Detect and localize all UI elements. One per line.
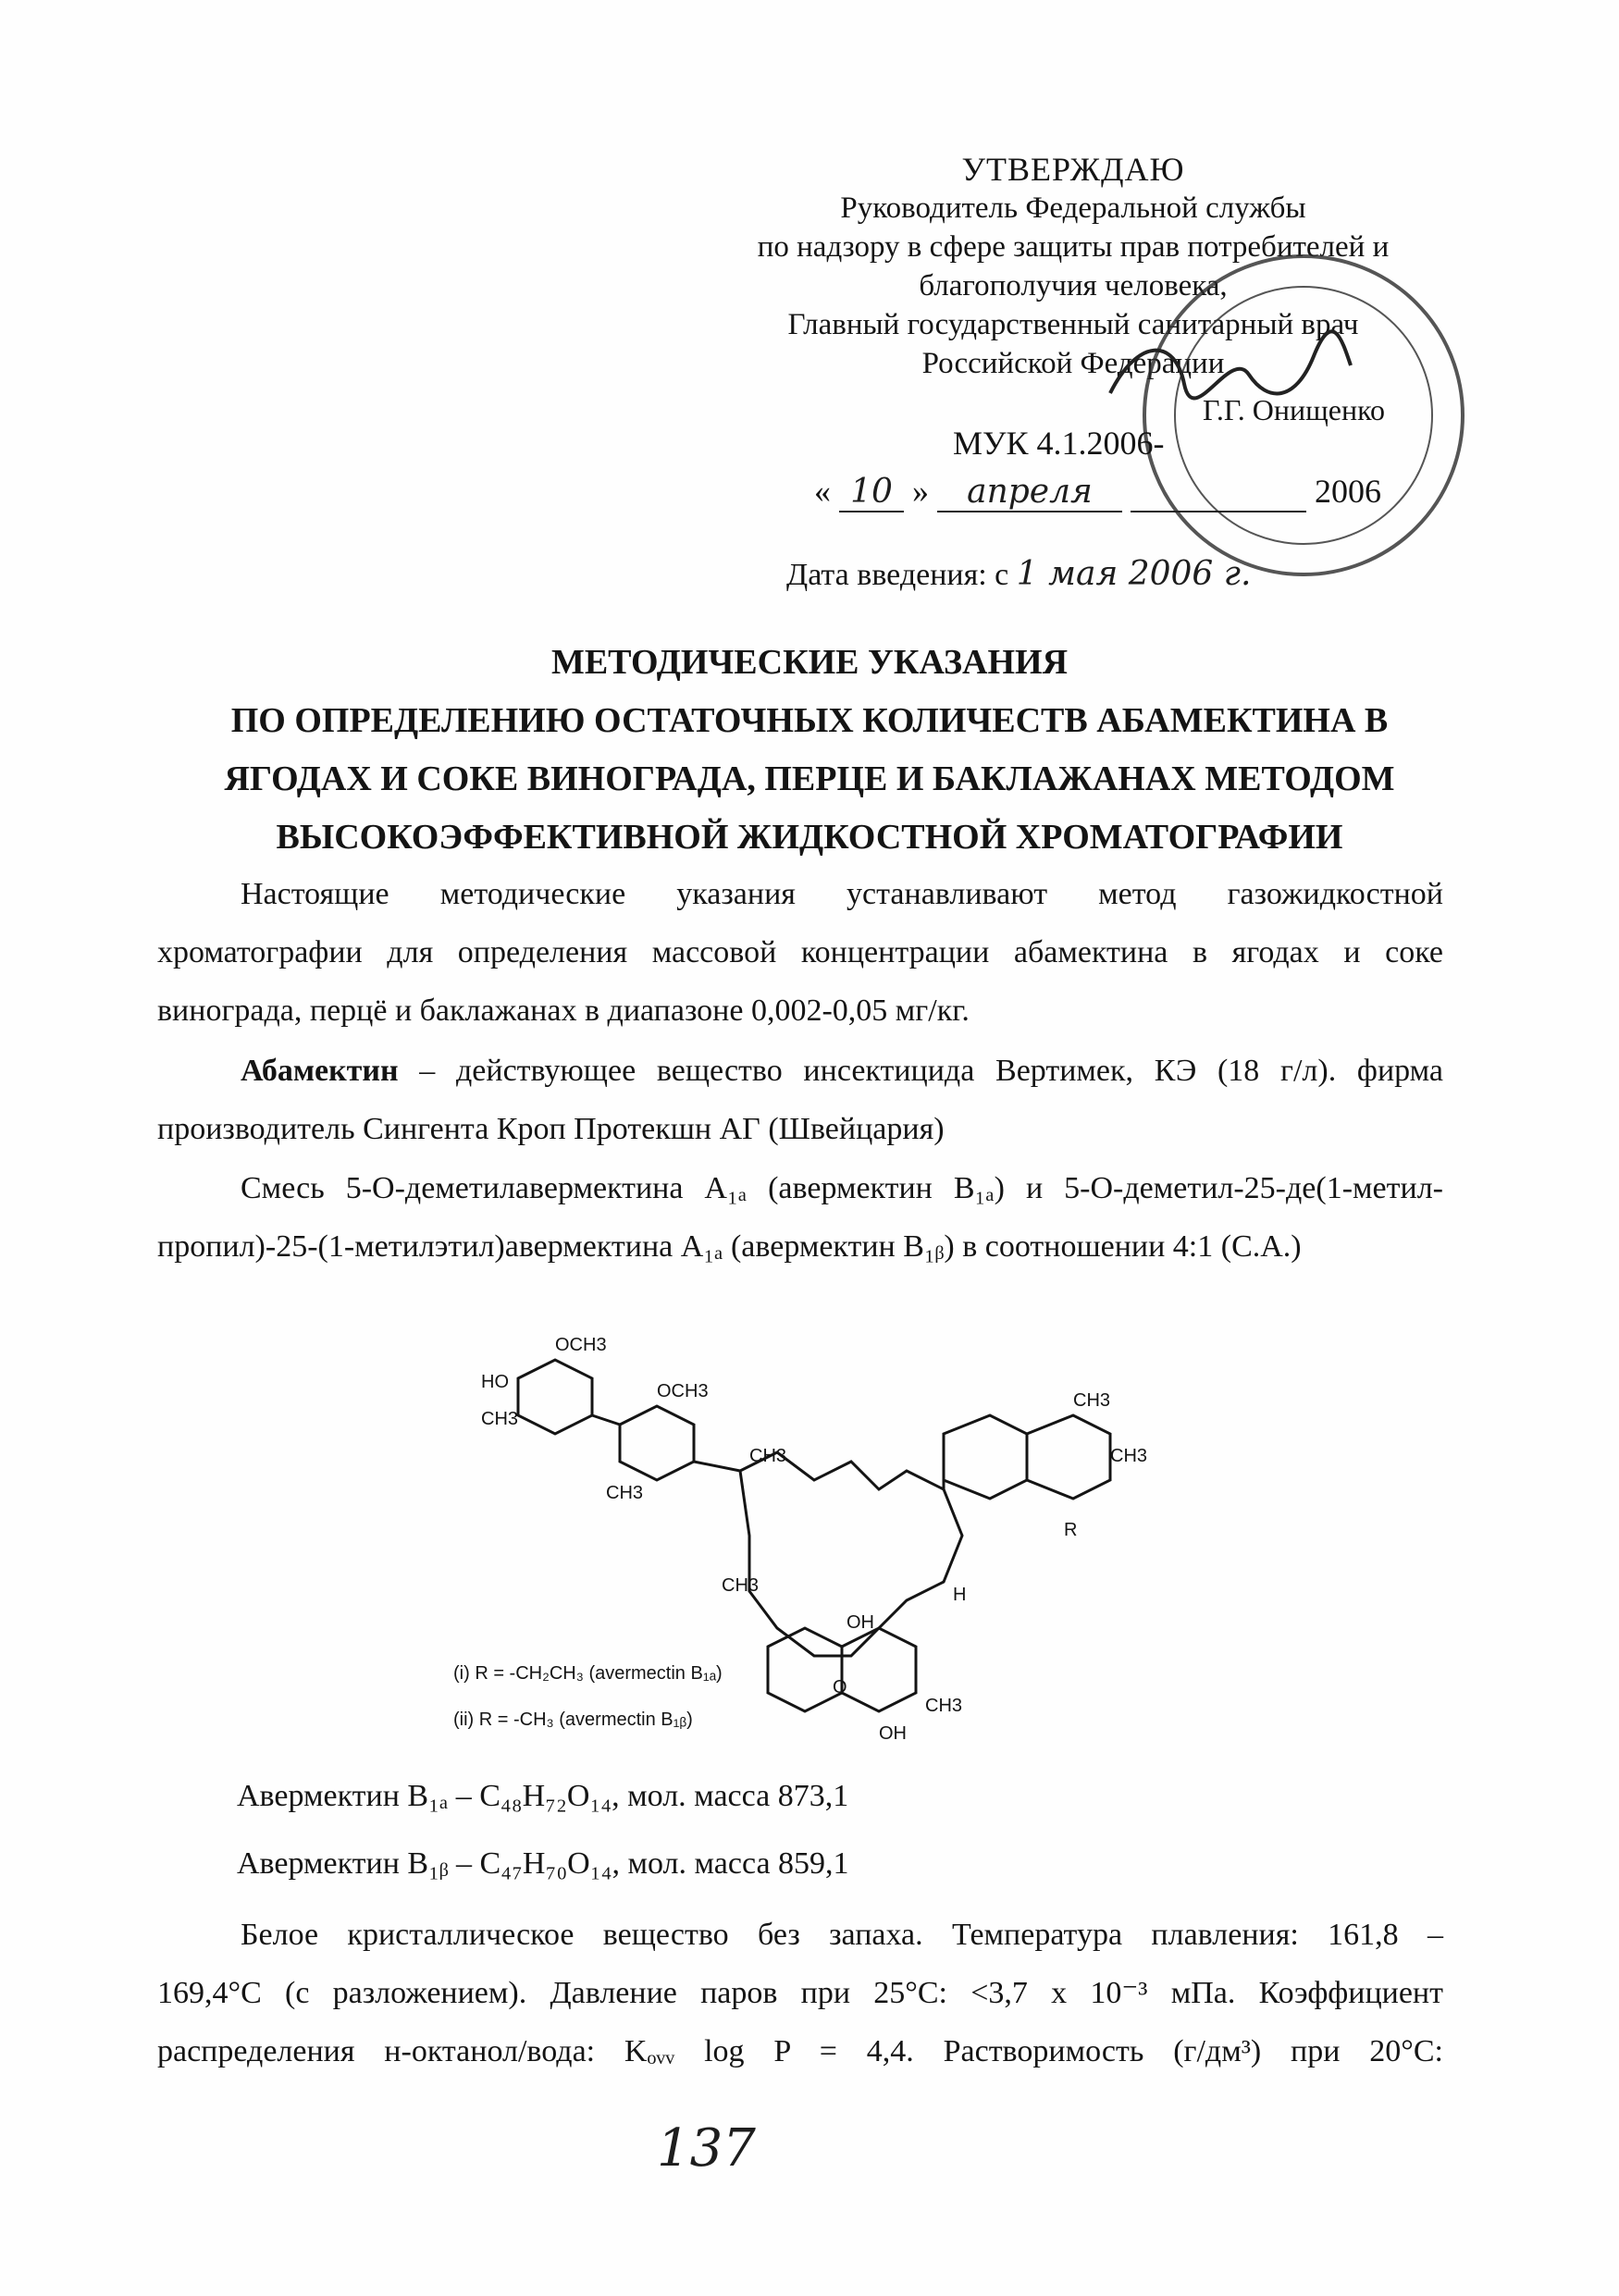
- page-number: 137: [657, 2118, 756, 2179]
- date-year: 2006: [1315, 473, 1381, 510]
- date-quote-open: «: [814, 473, 831, 510]
- structure-group-label: CH3: [481, 1409, 519, 1429]
- date-quote-close: »: [912, 473, 929, 510]
- date-underline: [1131, 472, 1306, 512]
- abamectin-term: Абамектин: [241, 1054, 399, 1088]
- structure-group-label: CH3: [722, 1575, 760, 1596]
- structure-group-label: R: [1064, 1520, 1078, 1540]
- title-line: МЕТОДИЧЕСКИЕ УКАЗАНИЯ: [550, 643, 1069, 682]
- structure-group-label: H: [953, 1585, 967, 1605]
- signature-name: Г.Г. Онищенко: [1203, 393, 1386, 426]
- paragraph-line: 169,4°C (с разложением). Давление паров при 25°C: <3,7 x 10⁻³ мПа. Коэффициент: [157, 1976, 1443, 2010]
- structure-group-label: O: [833, 1677, 847, 1697]
- title-line: ВЫСОКОЭФФЕКТИВНОЙ ЖИДКОСТНОЙ ХРОМАТОГРАФИИ: [276, 818, 1343, 857]
- paragraph-line: Белое кристаллическое вещество без запаха. Температура плавления: 161,8 –: [241, 1918, 1443, 1952]
- structure-group-label: OH: [847, 1612, 874, 1633]
- handwritten-signature: [1101, 328, 1360, 412]
- paragraph-line: производитель Сингента Кроп Протекшн АГ (Швейцария): [157, 1112, 945, 1146]
- structure-group-label: CH3: [749, 1446, 787, 1466]
- approval-line: по надзору в сфере защиты прав потребителей и: [757, 230, 1390, 264]
- properties-paragraph: [157, 1906, 1443, 2080]
- approval-heading: УТВЕРЖДАЮ: [961, 151, 1185, 188]
- structure-group-label: CH3: [1073, 1390, 1111, 1411]
- paragraph-line: распределения н-октанол/вода: Kₒᵥᵥ log P = 4,4. Растворимость (г/дм³) при 20°C:: [157, 2034, 1443, 2068]
- approval-line: благополучия человека,: [919, 269, 1228, 302]
- title-line: ЯГОДАХ И СОКЕ ВИНОГРАДА, ПЕРЦЕ И БАКЛАЖАНАХ МЕТОДОМ: [224, 759, 1395, 798]
- introduction-date: [786, 555, 1251, 593]
- introduction-label: Дата введения: с: [786, 558, 1009, 592]
- paragraph-line: Настоящие методические указания устанавливают метод газожидкостной: [241, 877, 1443, 911]
- avermectin-structure: [444, 1323, 1147, 1748]
- structure-legend-ii: (ii) R = -CH₃ (avermectin B₁ᵦ): [453, 1710, 693, 1730]
- abamectin-paragraph: [157, 1042, 1443, 1158]
- date-month: апреля: [937, 473, 1122, 512]
- title-line: ПО ОПРЕДЕЛЕНИЮ ОСТАТОЧНЫХ КОЛИЧЕСТВ АБАМЕКТИНА В: [230, 701, 1389, 740]
- abamectin-line-rest: – действующее вещество инсектицида Вертимек, КЭ (18 г/л). фирма: [398, 1054, 1443, 1088]
- approval-line: Главный государственный санитарный врач: [787, 308, 1359, 341]
- formula-b1a: Авермектин B₁ₐ – C₄₈H₇₂O₁₄, мол. масса 873,1: [237, 1779, 849, 1813]
- mixture-paragraph: [157, 1159, 1443, 1276]
- approval-line: Российской Федерации: [921, 347, 1225, 380]
- formula-b1b: Авермектин B₁ᵦ – C₄₇H₇₀O₁₄, мол. масса 859,1: [237, 1846, 849, 1881]
- muk-number: МУК 4.1.2006-: [953, 425, 1165, 462]
- structure-group-label: OH: [879, 1723, 907, 1744]
- structure-group-label: CH3: [925, 1696, 963, 1716]
- paragraph-line: пропил)-25-(1-метилэтил)авермектина A₁ₐ (авермектин B₁ᵦ) в соотношении 4:1 (С.А.): [157, 1229, 1302, 1264]
- approval-line: Руководитель Федеральной службы: [840, 191, 1306, 225]
- structure-group-label: OCH3: [555, 1335, 607, 1355]
- structure-group-label: CH3: [606, 1483, 644, 1503]
- approval-date: [814, 472, 1381, 512]
- document-title: [157, 634, 1462, 867]
- structure-legend-i: (i) R = -CH₂CH₃ (avermectin B₁ₐ): [453, 1663, 723, 1684]
- paragraph-line: хроматографии для определения массовой концентрации абамектина в ягодах и соке: [157, 935, 1443, 969]
- structure-group-label: OCH3: [657, 1381, 709, 1401]
- paragraph-line: Смесь 5-О-деметилавермектина A₁ₐ (авермектин B₁ₐ) и 5-О-деметил-25-де(1-метил-: [241, 1171, 1443, 1205]
- paragraph-line: [157, 1042, 1443, 1100]
- date-day: 10: [839, 473, 904, 512]
- structure-group-label: CH3: [1110, 1446, 1147, 1466]
- structure-group-label: HO: [481, 1372, 509, 1392]
- introduction-value: 1 мая 2006 г.: [1016, 555, 1252, 593]
- intro-paragraph: [157, 865, 1443, 1040]
- paragraph-line: винограда, перцё и баклажанах в диапазоне 0,002-0,05 мг/кг.: [157, 994, 970, 1028]
